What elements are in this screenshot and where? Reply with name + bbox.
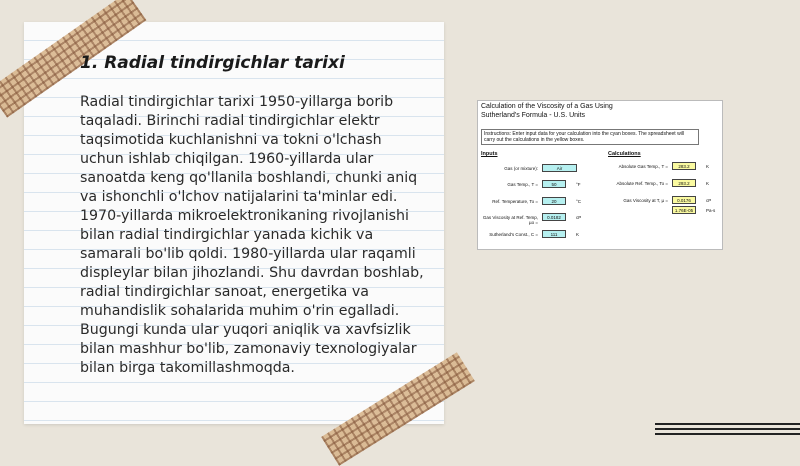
abs-ref-temp-value: 293.2 — [672, 179, 696, 187]
ref-viscosity-label: Gas Viscosity at Ref. Temp, µo = — [482, 215, 538, 225]
gas-label: Gas (or mixture): — [504, 166, 538, 171]
abs-ref-temp-unit: K — [706, 181, 710, 186]
ref-temp-label: Ref. Temperature, To = — [492, 199, 538, 204]
sutherland-const-input[interactable]: 111 — [542, 230, 566, 238]
sheet-title: Calculation of the Viscosity of a Gas Using — [481, 103, 613, 110]
ref-temp-input[interactable]: 20 — [542, 197, 566, 205]
sutherland-const-label: Sutherland's Const., C = — [489, 232, 538, 237]
viscosity-cp-unit: cP — [706, 198, 712, 203]
gas-input[interactable]: Air — [542, 164, 577, 172]
ref-temp-unit: °C — [576, 199, 582, 204]
calculations-header: Calculations — [608, 151, 641, 157]
instructions-box: Instructions: Enter input data for your calculation into the cyan boxes. The spreadsheet will carry out the calculations in the yellow boxes. — [481, 129, 699, 145]
slide-body-text: Radial tindirgichlar tarixi 1950-yillarga borib taqaladi. Birinchi radial tindirgichlar elektr taqsimotida kuchlanishni va tokni o'lchash uchun ishlab chiqilgan. 1960-yillarda ular sanoatda keng qo'llanila boshlandi, chunki aniq va ishonchli o'lchov natijalarini ta'minlar edi. 1970-yillarda mikroelektronikaning rivojlanishi bilan radial tindirgichlar yanada kichik va samarali bo'lib qoldi. 1980-yillarda ular raqamli displeylar bilan jihozlandi. Shu davrdan boshlab, radial tindirgichlar sanoat, energetika va muhandislik sohalarida muhim o'rin egalladi. Bugungi kunda ular yuqori aniqlik va xavfsizlik bilan mashhur bo'lib, zamonaviy texnologiyalar bilan birga takomillashmoqda. — [80, 94, 424, 376]
gas-temp-unit: °F — [576, 182, 581, 187]
slide-title: 1. Radial tindirgichlar tarixi — [80, 53, 345, 73]
viscosity-label: Gas Viscosity at T, µ = — [623, 198, 668, 203]
inputs-header: Inputs — [481, 151, 498, 157]
gas-temp-label: Gas Temp., T = — [507, 182, 538, 187]
sutherland-const-unit: K — [576, 232, 580, 237]
abs-gas-temp-value: 283.2 — [672, 162, 696, 170]
abs-gas-temp-label: Absolute Gas Temp., T = — [618, 164, 668, 169]
spreadsheet-image — [477, 100, 723, 250]
abs-ref-temp-label: Absolute Ref. Temp., To = — [616, 181, 668, 186]
ref-viscosity-unit: cP — [576, 215, 582, 220]
viscosity-pas-value: 1.76E-05 — [672, 206, 696, 214]
abs-gas-temp-unit: K — [706, 164, 710, 169]
decorative-lines — [655, 423, 800, 437]
viscosity-cp-value: 0.0176 — [672, 196, 696, 204]
ref-viscosity-input[interactable]: 0.0182 — [542, 213, 566, 221]
gas-temp-input[interactable]: 50 — [542, 180, 566, 188]
viscosity-pas-unit: Pa-s — [706, 208, 716, 213]
sheet-subtitle: Sutherland's Formula - U.S. Units — [481, 112, 586, 119]
